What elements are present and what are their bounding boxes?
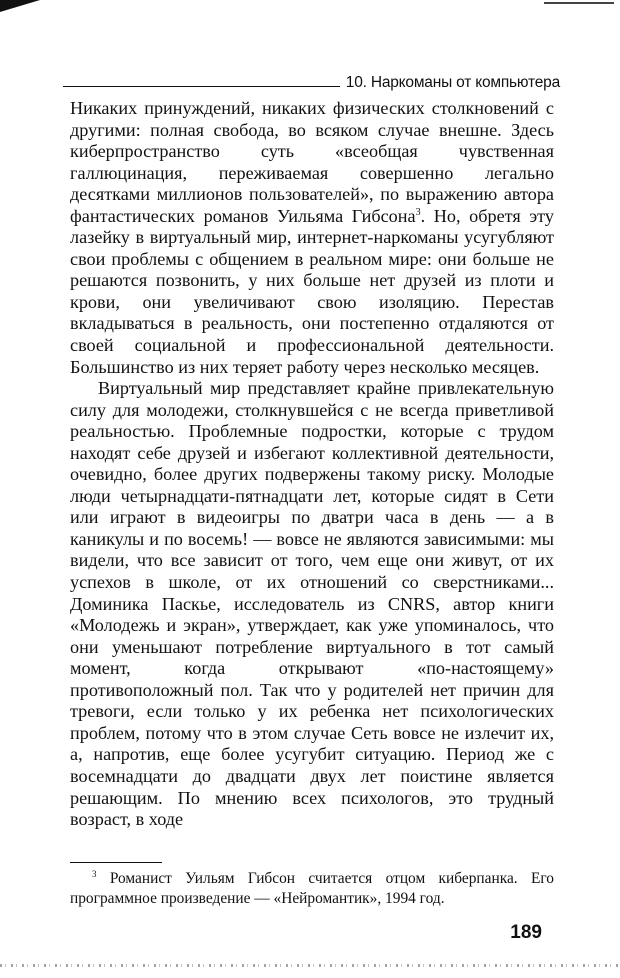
paragraph-1 xyxy=(70,98,554,378)
running-header xyxy=(63,70,560,92)
paragraph-2: Виртуальный мир представляет крайне привлекательную силу для молодежи, столкнувшейся с не всегда приветливой реальностью. Проблемные подростки, которые с трудом находят себе друзей и избегают коллективной деятельности, очевидно, более других подвержены такому риску. Молодые люди четырнадцати-пятнадцати лет, которые сидят в Сети или играют в видеоигры по дватри часа в день — а в каникулы и по восемь! — вовсе не являются зависимыми: мы видели, что все зависит от того, чем еще они живут, от их успехов в школе, от их отношений со сверстниками... Доминика Паскье, исследователь из CNRS, автор книги «Молодежь и экран», утверждает, как уже упоминалось, что они уменьшают потребление виртуального в тот самый момент, когда открывают «по-настоящему» противоположный пол. Так что у родителей нет причин для тревоги, если только у их ребенка нет психологических проблем, потому что в этом случае Сеть вовсе не излечит их, а, напротив, еще более усугубит ситуацию. Период же с восемнадцати до двадцати двух лет поистине является решающим. По мнению всех психологов, это трудный возраст, в ходе xyxy=(70,378,554,830)
chapter-title: 10. Наркоманы от компьютера xyxy=(345,74,560,91)
scan-bottom-edge xyxy=(0,964,620,967)
footnote-text: Романист Уильям Гибсон считается отцом киберпанка. Его программное произведение — «Нейромантик», 1994 год. xyxy=(70,870,554,907)
paragraph-1-part-b: . Но, обретя эту лазейку в виртуальный мир, интернет-наркоманы усугубляют свои проблемы с общением в реальном мире: они больше не решаются позвонить, у них больше нет друзей из плоти и крови, они увеличивают свою изоляцию. Перестав вкладываться в реальность, они постепенно отдаляются от своей социальной и профессиональной деятельности. Большинство из них теряет работу через несколько месяцев. xyxy=(70,205,554,377)
paragraph-1-part-a: Никаких принуждений, никаких физических столкновений с другими: полная свобода, во всяком случае внешне. Здесь киберпространство суть «всеобщая чувственная галлюцинация, переживаемая совершенно легально десятками миллионов пользователей», по выражению автора фантастических романов Уильяма Гибсона xyxy=(70,98,554,226)
footnote-reference[interactable]: 3 xyxy=(415,206,421,218)
page-number: 189 xyxy=(510,922,542,943)
scan-corner-mark xyxy=(0,0,40,12)
footnote-mark: 3 xyxy=(92,868,97,879)
footnote-rule xyxy=(70,862,162,863)
footnote xyxy=(70,869,554,908)
header-rule xyxy=(63,86,340,87)
scan-edge-line xyxy=(544,2,614,4)
main-text xyxy=(70,98,554,831)
